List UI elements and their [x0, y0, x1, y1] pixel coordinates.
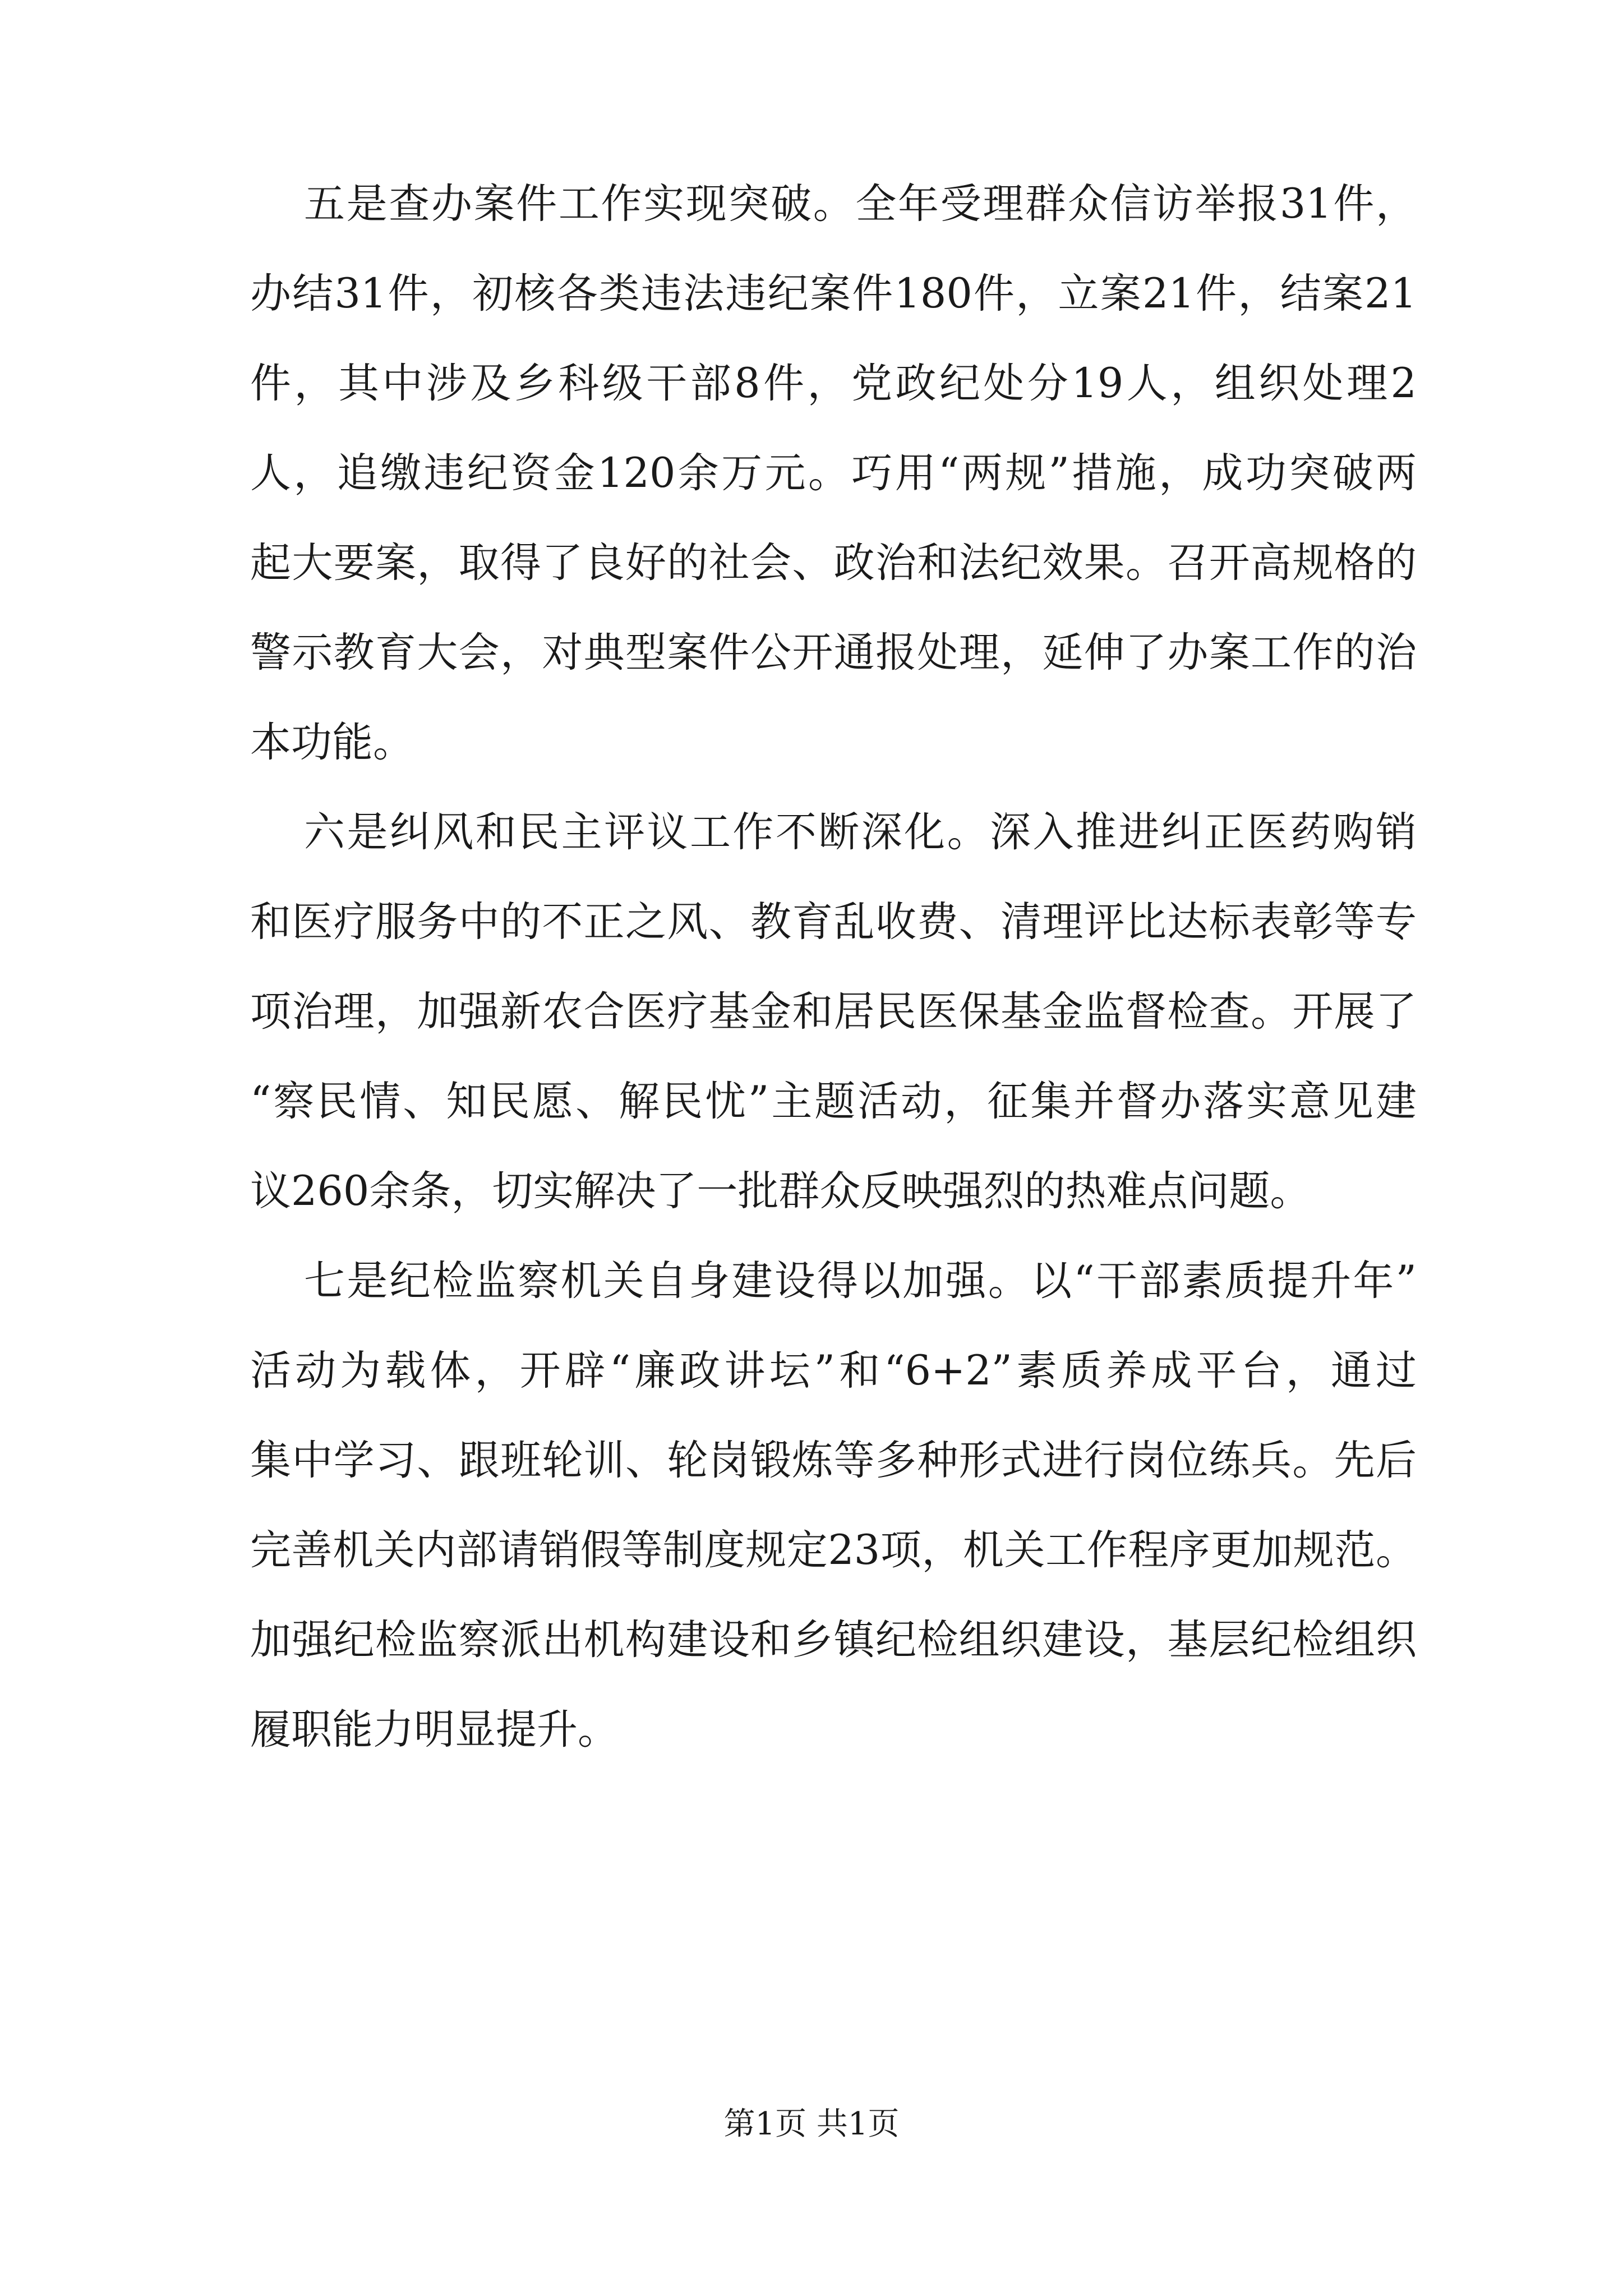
paragraph-line: 项治理，加强新农合医疗基金和居民医保基金监督检查。开展了: [250, 988, 1417, 1036]
paragraph-line: 完善机关内部请销假等制度规定23项，机关工作程序更加规范。: [250, 1526, 1417, 1574]
paragraph-line: 人，追缴违纪资金120余万元。巧用“两规”措施，成功突破两: [250, 449, 1417, 497]
paragraph-line: 办结31件，初核各类违法违纪案件180件，立案21件，结案21: [250, 270, 1417, 318]
paragraph-line: 本功能。: [250, 719, 414, 766]
paragraph-line: 活动为载体，开辟“廉政讲坛”和“6+2”素质养成平台，通过: [250, 1347, 1417, 1395]
paragraph-line: 和医疗服务中的不正之风、教育乱收费、清理评比达标表彰等专: [250, 898, 1417, 946]
paragraph-line: 加强纪检监察派出机构建设和乡镇纪检组织建设，基层纪检组织: [250, 1616, 1417, 1664]
paragraph-line: 议260余条，切实解决了一批群众反映强烈的热难点问题。: [250, 1167, 1311, 1215]
paragraph-line: “察民情、知民愿、解民忧”主题活动，征集并督办落实意见建: [250, 1078, 1417, 1125]
paragraph-line: 六是纠风和民主评议工作不断深化。深入推进纠正医药购销: [304, 808, 1417, 856]
paragraph-line: 五是查办案件工作实现突破。全年受理群众信访举报31件，: [304, 180, 1417, 228]
paragraph-line: 七是纪检监察机关自身建设得以加强。以“干部素质提升年”: [304, 1257, 1417, 1305]
paragraph-line: 件，其中涉及乡科级干部8件，党政纪处分19人，组织处理2: [250, 360, 1417, 407]
paragraph-line: 集中学习、跟班轮训、轮岗锻炼等多种形式进行岗位练兵。先后: [250, 1437, 1417, 1484]
paragraph-line: 履职能力明显提升。: [250, 1706, 619, 1754]
page-footer: 第1页 共1页: [723, 2106, 900, 2142]
paragraph-line: 警示教育大会，对典型案件公开通报处理，延伸了办案工作的治: [250, 629, 1417, 677]
paragraph-line: 起大要案，取得了良好的社会、政治和法纪效果。召开高规格的: [250, 539, 1417, 587]
